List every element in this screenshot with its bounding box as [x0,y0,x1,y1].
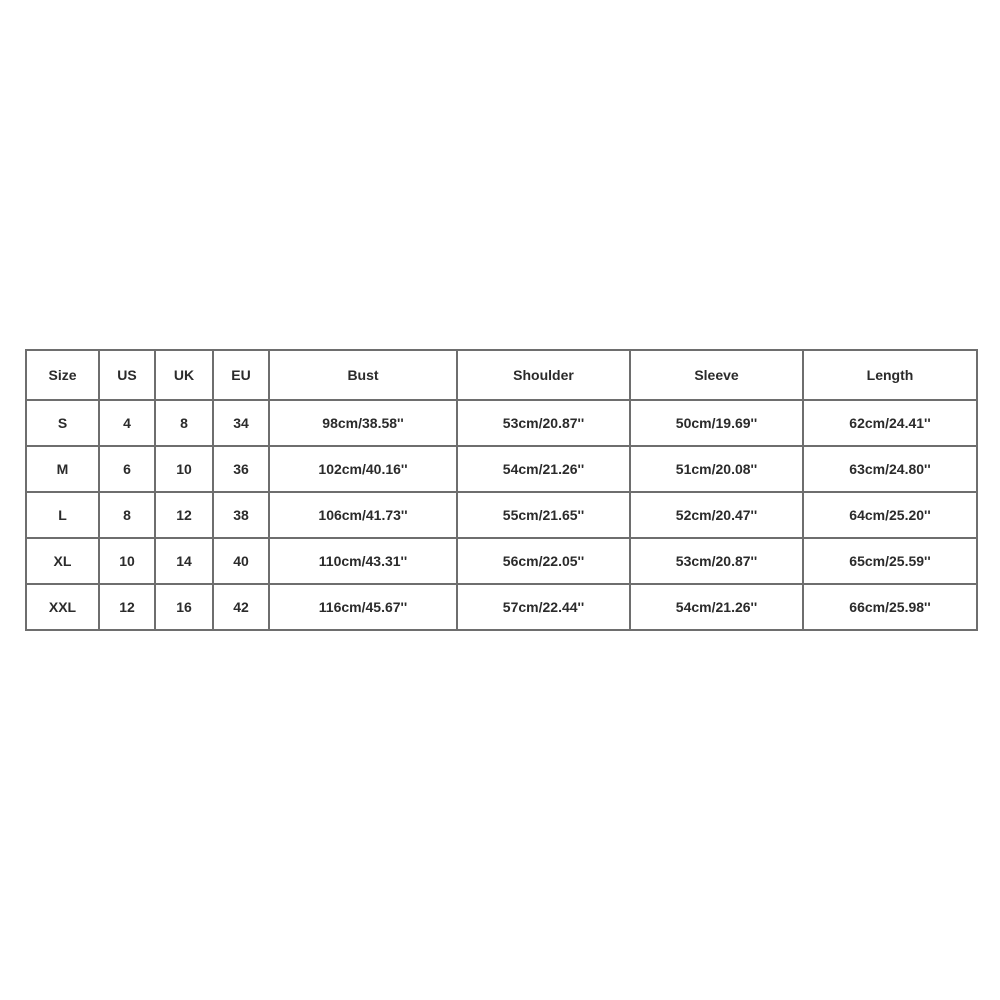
cell-eu: 38 [213,492,269,538]
cell-size: M [26,446,99,492]
header-uk: UK [155,350,213,400]
cell-length: 66cm/25.98'' [803,584,977,630]
cell-uk: 16 [155,584,213,630]
size-chart-table [25,349,978,631]
header-eu: EU [213,350,269,400]
cell-bust: 116cm/45.67'' [269,584,457,630]
header-row [26,350,977,400]
cell-us: 4 [99,400,155,446]
cell-us: 6 [99,446,155,492]
cell-size: L [26,492,99,538]
header-size: Size [26,350,99,400]
cell-shoulder: 55cm/21.65'' [457,492,630,538]
header-us: US [99,350,155,400]
cell-eu: 42 [213,584,269,630]
cell-us: 12 [99,584,155,630]
cell-bust: 98cm/38.58'' [269,400,457,446]
table-row [26,400,977,446]
header-length: Length [803,350,977,400]
header-sleeve: Sleeve [630,350,803,400]
cell-us: 8 [99,492,155,538]
header-shoulder: Shoulder [457,350,630,400]
cell-bust: 106cm/41.73'' [269,492,457,538]
cell-us: 10 [99,538,155,584]
cell-eu: 36 [213,446,269,492]
cell-size: XXL [26,584,99,630]
table-row [26,538,977,584]
cell-sleeve: 52cm/20.47'' [630,492,803,538]
cell-uk: 12 [155,492,213,538]
cell-size: XL [26,538,99,584]
cell-shoulder: 54cm/21.26'' [457,446,630,492]
table-row [26,446,977,492]
cell-shoulder: 57cm/22.44'' [457,584,630,630]
cell-sleeve: 51cm/20.08'' [630,446,803,492]
cell-uk: 8 [155,400,213,446]
table-row [26,492,977,538]
cell-bust: 102cm/40.16'' [269,446,457,492]
cell-shoulder: 56cm/22.05'' [457,538,630,584]
cell-length: 64cm/25.20'' [803,492,977,538]
cell-uk: 10 [155,446,213,492]
cell-sleeve: 50cm/19.69'' [630,400,803,446]
cell-eu: 34 [213,400,269,446]
cell-eu: 40 [213,538,269,584]
cell-sleeve: 54cm/21.26'' [630,584,803,630]
cell-size: S [26,400,99,446]
header-bust: Bust [269,350,457,400]
table-row [26,584,977,630]
cell-bust: 110cm/43.31'' [269,538,457,584]
cell-uk: 14 [155,538,213,584]
cell-length: 63cm/24.80'' [803,446,977,492]
cell-shoulder: 53cm/20.87'' [457,400,630,446]
cell-length: 62cm/24.41'' [803,400,977,446]
cell-sleeve: 53cm/20.87'' [630,538,803,584]
cell-length: 65cm/25.59'' [803,538,977,584]
